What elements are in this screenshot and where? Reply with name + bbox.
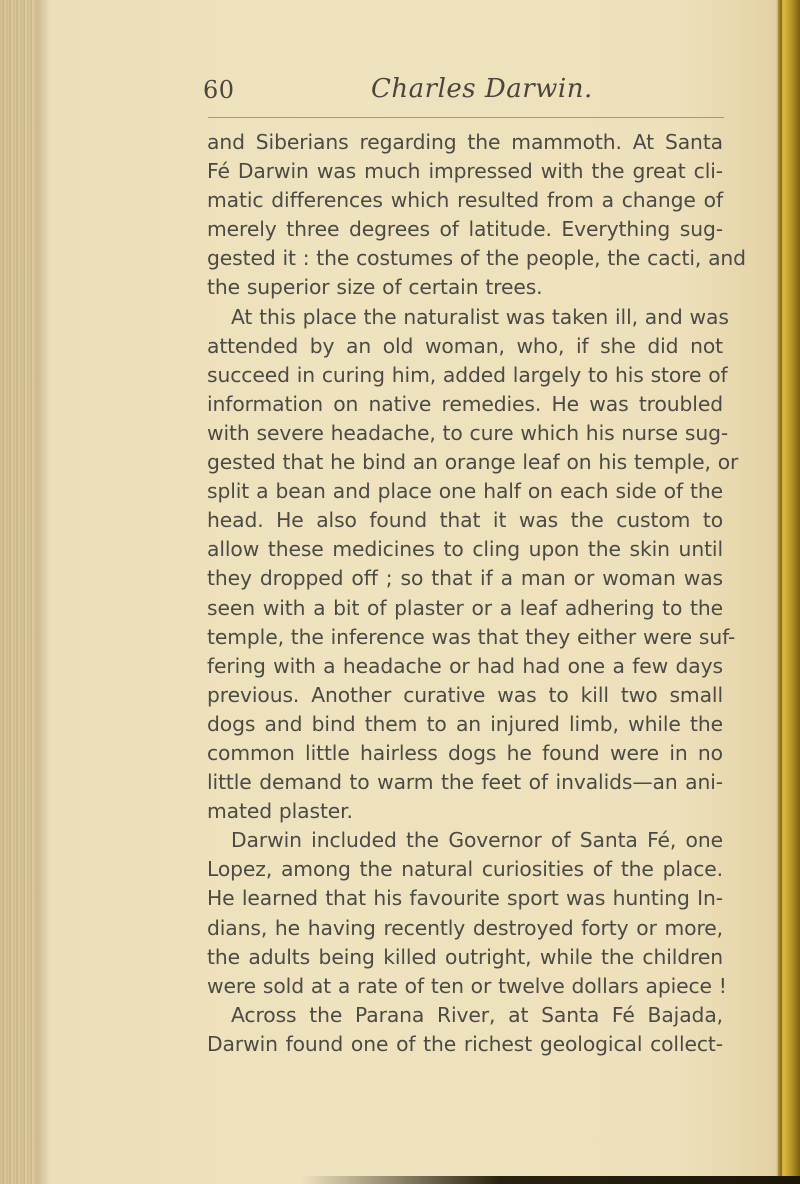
text-line: temple, the inference was that they either were suf- bbox=[207, 624, 736, 649]
header-rule bbox=[208, 117, 724, 118]
text-line: the adults being killed outright, while the children bbox=[207, 944, 723, 969]
running-title: Charles Darwin. bbox=[371, 74, 593, 104]
text-line: were sold at a rate of ten or twelve dollars apiece ! bbox=[207, 973, 727, 998]
text-line: with severe headache, to cure which his nurse sug- bbox=[207, 420, 729, 445]
text-line: succeed in curing him, added largely to his store of bbox=[207, 362, 728, 387]
body-text bbox=[207, 128, 746, 1059]
text-line: fering with a headache or had had one a few days bbox=[207, 653, 723, 678]
text-line: merely three degrees of latitude. Everything sug- bbox=[207, 217, 723, 242]
text-line: the superior size of certain trees. bbox=[207, 275, 543, 300]
text-line: Fé Darwin was much impressed with the great cli- bbox=[207, 159, 723, 184]
page-header bbox=[203, 72, 723, 112]
text-line: information on native remedies. He was troubled bbox=[207, 391, 723, 416]
text-line: Darwin found one of the richest geological collect- bbox=[207, 1031, 723, 1056]
text-line: little demand to warm the feet of invalids—an ani- bbox=[207, 770, 723, 795]
text-line: and Siberians regarding the mammoth. At Santa bbox=[207, 130, 723, 154]
text-line: split a bean and place one half on each side of the bbox=[207, 479, 723, 504]
text-line: common little hairless dogs he found were in no bbox=[207, 740, 723, 765]
text-line: mated plaster. bbox=[207, 799, 353, 824]
text-line: attended by an old woman, who, if she did not bbox=[207, 333, 723, 358]
text-line: Darwin included the Governor of Santa Fé, one bbox=[231, 828, 723, 853]
left-binding-edge bbox=[0, 0, 36, 1184]
right-edge-shadow bbox=[776, 0, 782, 1184]
text-line: dogs and bind them to an injured limb, while the bbox=[207, 711, 723, 736]
text-line: seen with a bit of plaster or a leaf adhering to the bbox=[207, 595, 723, 620]
text-line: At this place the naturalist was taken ill, and was bbox=[231, 304, 729, 329]
binding-shadow bbox=[36, 0, 50, 1184]
page-number: 60 bbox=[203, 76, 235, 104]
text-line: He learned that his favourite sport was hunting In- bbox=[207, 886, 723, 911]
text-line: allow these medicines to cling upon the skin until bbox=[207, 537, 723, 562]
bottom-edge-shadow bbox=[300, 1176, 800, 1184]
text-line: matic differences which resulted from a change of bbox=[207, 188, 723, 213]
text-line: previous. Another curative was to kill two small bbox=[207, 682, 723, 707]
text-line: Across the Parana River, at Santa Fé Bajada, bbox=[231, 1002, 723, 1027]
text-line: gested it : the costumes of the people, the cacti, and bbox=[207, 246, 746, 271]
text-line: they dropped off ; so that if a man or woman was bbox=[207, 566, 723, 591]
text-line: Lopez, among the natural curiosities of the place. bbox=[207, 857, 723, 882]
text-line: dians, he having recently destroyed forty or more, bbox=[207, 915, 723, 940]
text-line: gested that he bind an orange leaf on his temple, or bbox=[207, 450, 739, 475]
text-line: head. He also found that it was the custom to bbox=[207, 508, 723, 533]
